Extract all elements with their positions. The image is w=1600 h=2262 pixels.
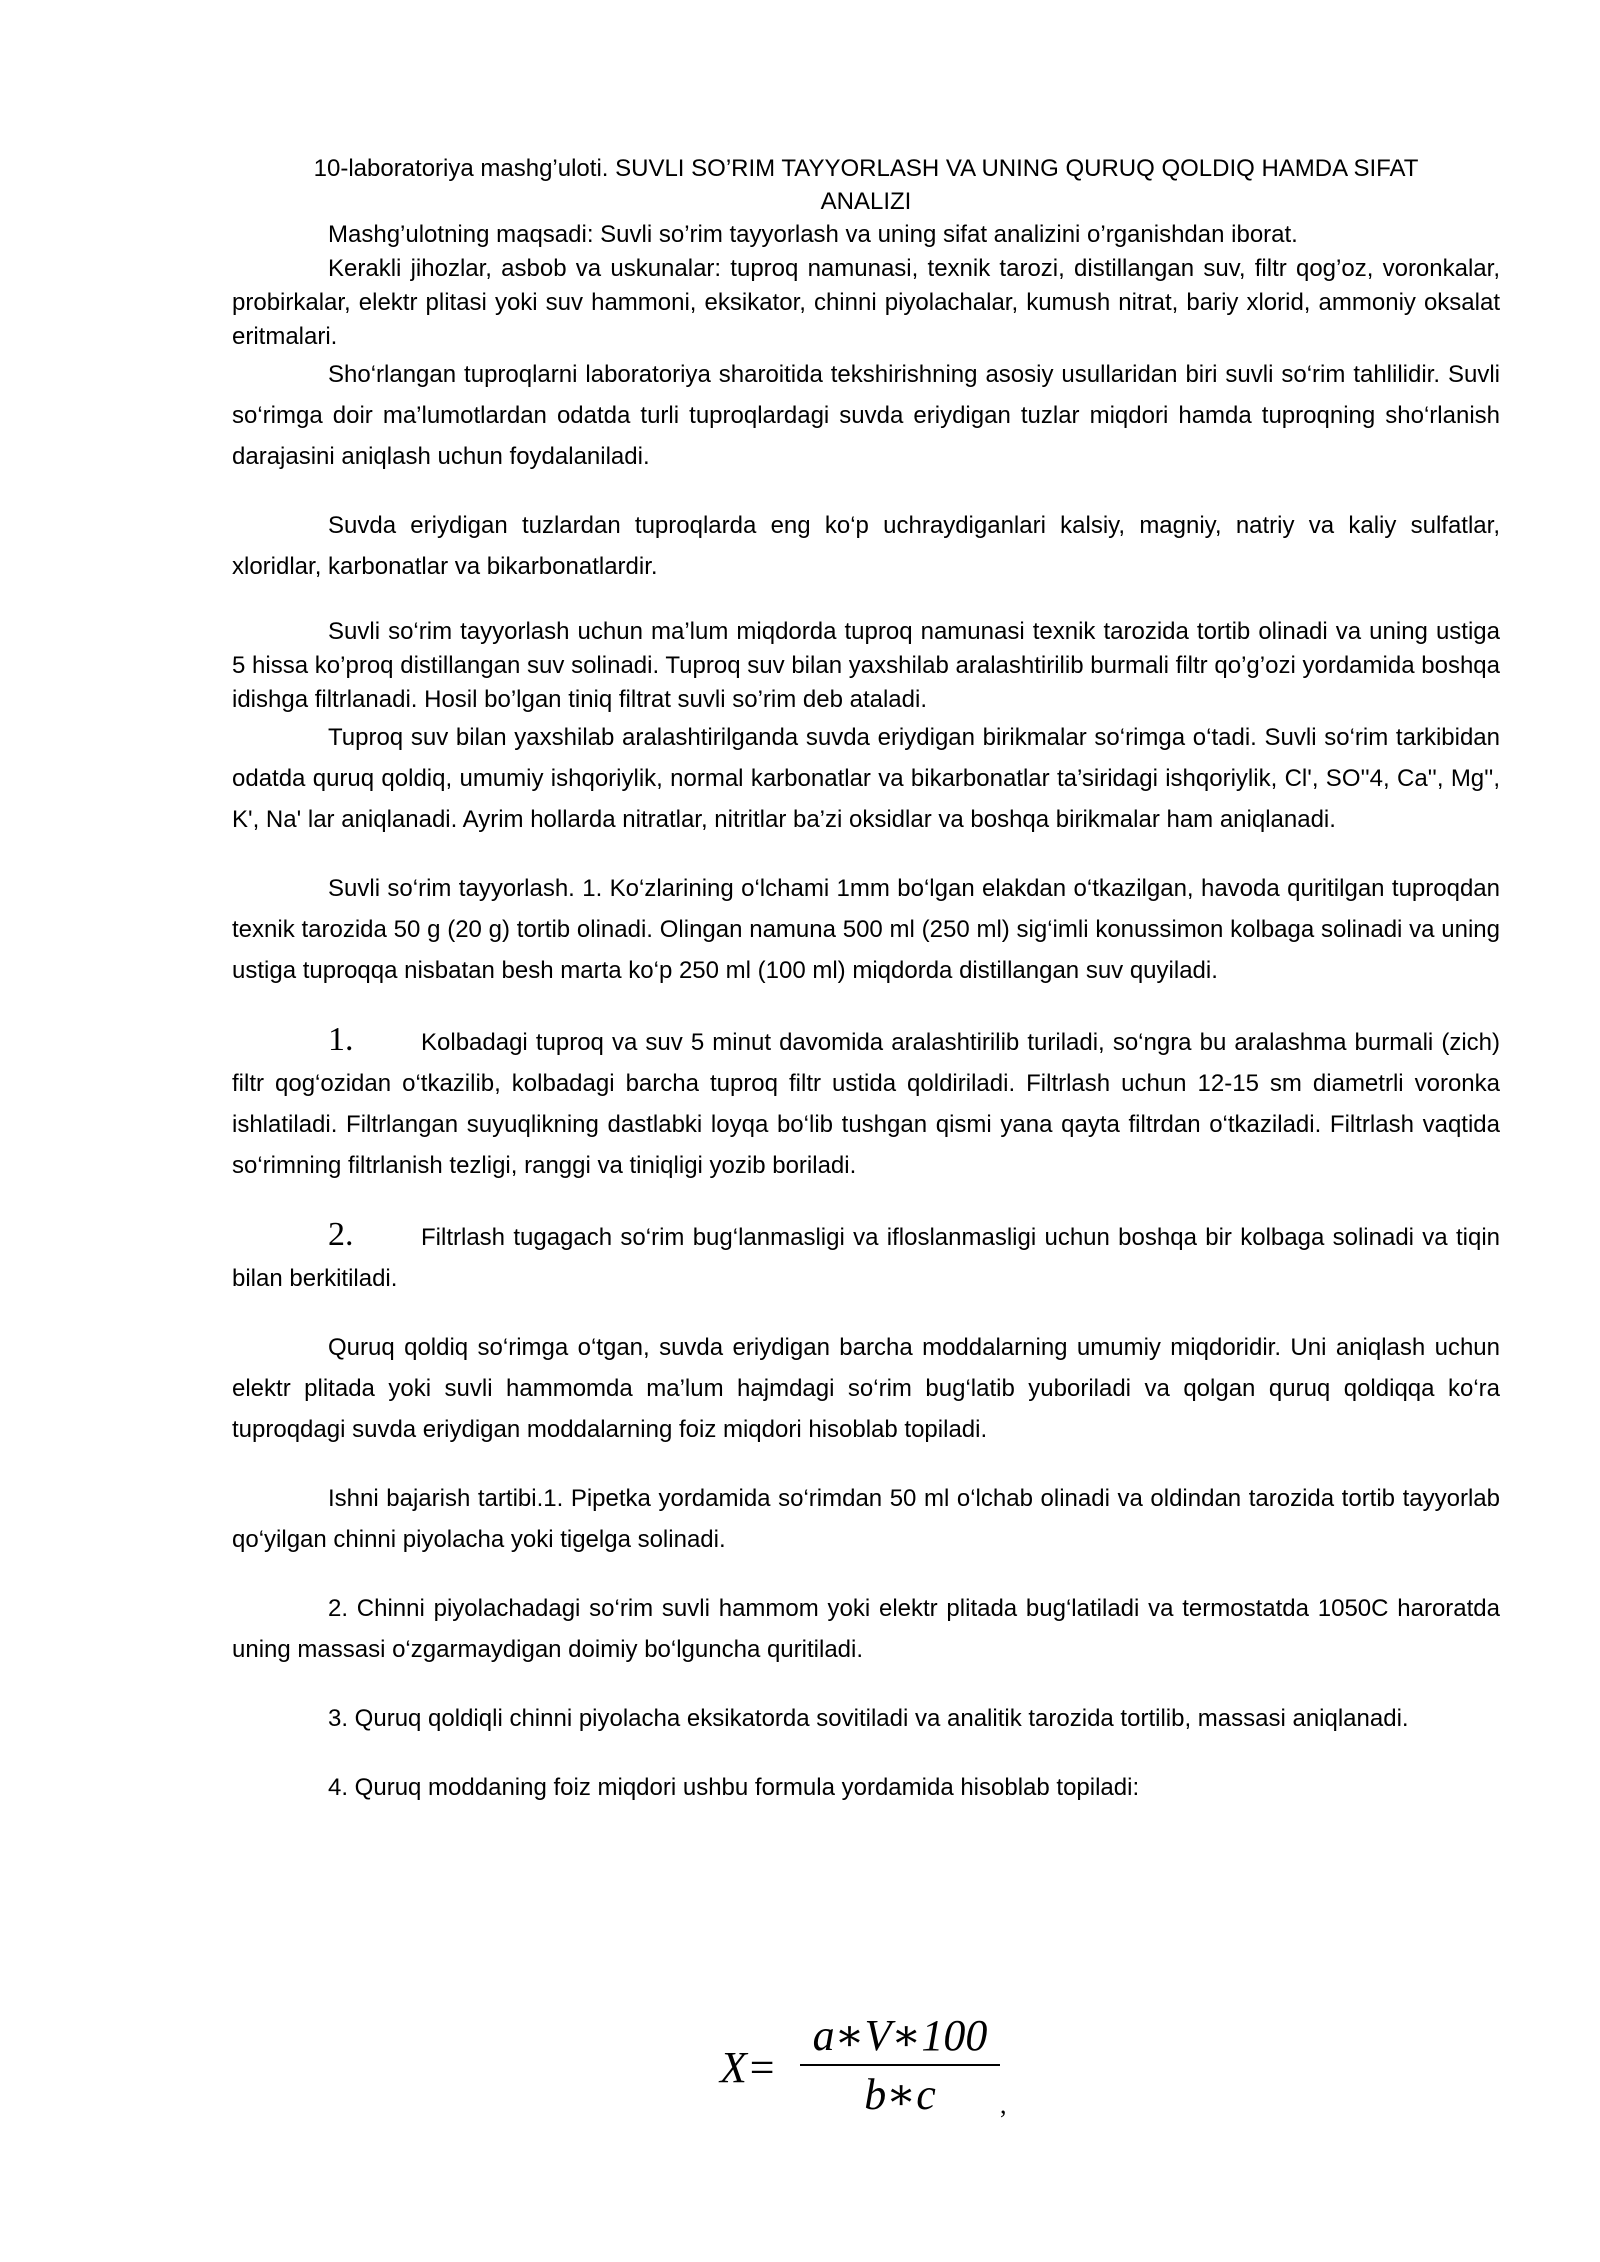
paragraph-order-2: 2. Chinni piyolachadagi so‘rim suvli hammom yoki elektr plitada bug‘latiladi va termostatda 1050C haroratda uning massasi o‘zgarmaydigan doimiy bo‘lguncha quritiladi.: [232, 1595, 1500, 1663]
step-2-text: Filtrlash tugagach so‘rim bug‘lanmasligi va ifloslanmasligi uchun boshqa bir kolbaga solinadi va tiqin bilan berkitiladi.: [232, 1224, 1500, 1292]
paragraph-intro-2: Suvda eriydigan tuzlardan tuproqlarda eng ko‘p uchraydiganlari kalsiy, magniy, natriy va kaliy sulfatlar, xloridlar, karbonatlar va bikarbonatlardir.: [232, 512, 1500, 580]
formula: [720, 2010, 1020, 2120]
formula-lhs: X=: [720, 2043, 777, 2092]
document-body: [232, 152, 1500, 1808]
formula-comma: ,: [1000, 2090, 1007, 2119]
title-line-2: ANALIZI: [820, 188, 912, 215]
formula-fraction: [800, 2010, 1000, 2120]
paragraph-intro-1: Sho‘rlangan tuproqlarni laboratoriya sharoitida tekshirishning asosiy usullaridan biri suvli so‘rim tahlilidir. Suvli so‘rimga doir ma’lumotlardan odatda turli tuproqlardagi suvda eriydigan tuzlar miqdori hamda tuproqning sho‘rlanish darajasini aniqlash uchun foydalaniladi.: [232, 361, 1500, 470]
step-2-marker: 2.: [328, 1216, 354, 1253]
fraction-bar: [800, 2064, 1000, 2066]
paragraph-dry-residue: Quruq qoldiq so‘rimga o‘tgan, suvda eriydigan barcha moddalarning umumiy miqdoridir. Uni aniqlash uchun elektr plitada yoki suvli hammomda ma’lum hajmdagi so‘rim bug‘latib yuboriladi va qolgan quruq qoldiqqa ko‘ra tuproqdagi suvda eriydigan moddalarning foiz miqdori hisoblab topiladi.: [232, 1334, 1500, 1443]
step-1-text: Kolbadagi tuproq va suv 5 minut davomida aralashtirilib turiladi, so‘ngra bu aralashma burmali (zich) filtr qog‘ozidan o‘tkazilib, kolbadagi barcha tuproq filtr ustida qoldiriladi. Filtrlash uchun 12-15 sm diametrli voronka ishlatiladi. Filtrlangan suyuqlikning dastlabki loyqa bo‘lib tushgan qismi yana qayta filtrdan o‘tkaziladi. Filtrlash vaqtida so‘rimning filtrlanish tezligi, ranggi va tiniqligi yozib boriladi.: [232, 1029, 1500, 1179]
paragraph-order-3: 3. Quruq qoldiqli chinni piyolacha eksikatorda sovitiladi va analitik tarozida tortilib, massasi aniqlanadi.: [328, 1705, 1409, 1732]
paragraph-goal: Mashg’ulotning maqsadi: Suvli so’rim tayyorlash va uning sifat analizini o’rganishdan iborat.: [328, 221, 1298, 248]
title-line-1: 10-laboratoriya mashg’uloti. SUVLI SO’RIM TAYYORLASH VA UNING QURUQ QOLDIQ HAMDA SIFAT: [313, 155, 1419, 182]
document-title: [232, 152, 1500, 218]
formula-numerator: a∗V∗100: [812, 2011, 988, 2060]
paragraph-equipment: Kerakli jihozlar, asbob va uskunalar: tuproq namunasi, texnik tarozi, distillangan suv, filtr qog’oz, voronkalar, probirkalar, elektr plitasi yoki suv hammoni, eksikator, chinni piyolachalar, kumush nitrat, bariy xlorid, ammoniy oksalat eritmalari.: [232, 255, 1500, 350]
paragraph-step-intro: Suvli so‘rim tayyorlash. 1. Ko‘zlarining o‘lchami 1mm bo‘lgan elakdan o‘tkazilgan, havoda quritilgan tuproqdan texnik tarozida 50 g (20 g) tortib olinadi. Olingan namuna 500 ml (250 ml) sig‘imli konussimon kolbaga solinadi va uning ustiga tuproqqa nisbatan besh marta ko‘p 250 ml (100 ml) miqdorda distillangan suv quyiladi.: [232, 875, 1500, 984]
step-1-marker: 1.: [328, 1021, 354, 1058]
paragraph-preparation: Suvli so‘rim tayyorlash uchun ma’lum miqdorda tuproq namunasi texnik tarozida tortib olinadi va uning ustiga 5 hissa ko’proq distillangan suv solinadi. Tuproq suv bilan yaxshilab aralashtirilib burmali filtr qo’g’ozi yordamida boshqa idishga filtrlanadi. Hosil bo’lgan tiniq filtrat suvli so’rim deb ataladi.: [232, 618, 1500, 713]
numbered-step-2: [232, 1214, 1500, 1299]
paragraph-order-4: 4. Quruq moddaning foiz miqdori ushbu formula yordamida hisoblab topiladi:: [328, 1774, 1140, 1801]
paragraph-order-1: Ishni bajarish tartibi.1. Pipetka yordamida so‘rimdan 50 ml o‘lchab olinadi va oldindan tarozida tortib tayyorlab qo‘yilgan chinni piyolacha yoki tigelga solinadi.: [232, 1485, 1500, 1553]
numbered-step-1: [232, 1019, 1500, 1186]
paragraph-mixing: Tuproq suv bilan yaxshilab aralashtirilganda suvda eriydigan birikmalar so‘rimga o‘tadi. Suvli so‘rim tarkibidan odatda quruq qoldiq, umumiy ishqoriylik, normal karbonatlar va bikarbonatlar ta’siridagi ishqoriylik, Cl', SO''4, Ca'', Mg'', K', Na' lar aniqlanadi. Ayrim hollarda nitratlar, nitritlar ba’zi oksidlar va boshqa birikmalar ham aniqlanadi.: [232, 724, 1500, 833]
formula-denominator: b∗c: [864, 2070, 936, 2119]
